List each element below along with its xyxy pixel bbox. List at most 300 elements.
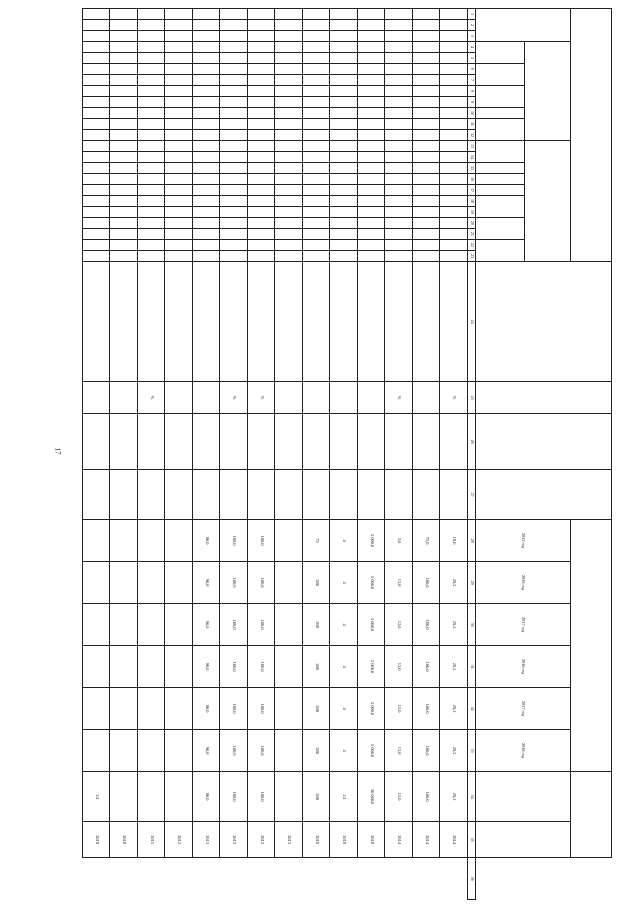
code-digit-cell	[330, 196, 358, 207]
year-value-cell	[275, 730, 303, 772]
target-year-cell: 2018	[330, 822, 358, 858]
fact-cell	[440, 470, 468, 520]
code-digit-cell	[248, 97, 276, 108]
code-digit-cell	[358, 20, 386, 31]
year-value-cell	[110, 646, 138, 688]
target-year-cell: 2014	[440, 822, 468, 858]
year-value-cell: 72	[303, 520, 331, 562]
unit-cell	[110, 382, 138, 414]
code-digit-cell	[110, 130, 138, 141]
code-digit-cell	[220, 20, 248, 31]
indicator-name-cell	[138, 262, 166, 382]
code-digit-cell	[303, 97, 331, 108]
fact-cell	[248, 470, 276, 520]
column-number: 20	[468, 218, 476, 229]
year-value-cell: 100,0	[248, 520, 276, 562]
code-digit-cell	[385, 218, 413, 229]
year-value-cell	[83, 604, 111, 646]
code-digit-cell	[83, 9, 111, 20]
code-digit-cell	[193, 163, 221, 174]
target-value-cell	[138, 772, 166, 822]
code-digit-cell	[220, 53, 248, 64]
code-digit-cell	[358, 229, 386, 240]
code-digit-cell	[385, 251, 413, 262]
code-digit-cell	[275, 207, 303, 218]
code-digit-cell	[110, 97, 138, 108]
code-digit-cell	[138, 75, 166, 86]
code-digit-cell	[440, 31, 468, 42]
year-value-cell: 29,2	[440, 562, 468, 604]
code-digit-cell	[358, 31, 386, 42]
code-digit-cell	[83, 64, 111, 75]
code-digit-cell	[83, 119, 111, 130]
code-digit-cell	[385, 97, 413, 108]
code-digit-cell	[138, 64, 166, 75]
code-digit-cell	[248, 207, 276, 218]
code-digit-cell	[220, 108, 248, 119]
unit-cell	[358, 382, 386, 414]
year-value-cell	[83, 688, 111, 730]
code-digit-cell	[413, 75, 441, 86]
additional-sub-header	[476, 196, 525, 218]
links-column-header	[476, 414, 612, 470]
code-digit-cell	[220, 240, 248, 251]
code-digit-cell	[440, 75, 468, 86]
code-digit-cell	[440, 174, 468, 185]
code-digit-cell	[193, 20, 221, 31]
code-digit-cell	[248, 196, 276, 207]
code-digit-cell	[193, 75, 221, 86]
year-value-cell	[138, 604, 166, 646]
code-digit-cell	[385, 42, 413, 53]
code-digit-cell	[110, 141, 138, 152]
links-cell	[248, 414, 276, 470]
column-number-row	[468, 9, 476, 900]
code-digit-cell	[220, 42, 248, 53]
code-digit-cell	[275, 152, 303, 163]
budget-sub-header	[476, 86, 525, 108]
code-digit-cell	[138, 207, 166, 218]
code-digit-cell	[413, 163, 441, 174]
code-digit-cell	[413, 119, 441, 130]
year-value-cell	[110, 730, 138, 772]
code-digit-cell	[110, 163, 138, 174]
code-digit-cell	[303, 141, 331, 152]
unit-cell: %	[440, 382, 468, 414]
target-year-cell: 2018	[358, 822, 386, 858]
code-digit-cell	[138, 196, 166, 207]
code-digit-cell	[220, 86, 248, 97]
fact-cell	[138, 470, 166, 520]
links-cell	[165, 414, 193, 470]
code-digit-cell	[138, 185, 166, 196]
target-value-cell: 200	[303, 772, 331, 822]
code-digit-cell	[303, 42, 331, 53]
year-value-cell	[275, 688, 303, 730]
column-number: 15	[468, 163, 476, 174]
code-digit-cell	[165, 53, 193, 64]
code-digit-cell	[248, 185, 276, 196]
code-digit-cell	[193, 130, 221, 141]
code-digit-cell	[275, 64, 303, 75]
code-digit-cell	[303, 53, 331, 64]
code-digit-cell	[220, 196, 248, 207]
target-year-cell: 2018	[110, 822, 138, 858]
code-digit-cell	[440, 185, 468, 196]
code-digit-cell	[110, 9, 138, 20]
code-digit-cell	[83, 75, 111, 86]
code-digit-cell	[275, 97, 303, 108]
code-digit-cell	[440, 86, 468, 97]
code-digit-cell	[275, 31, 303, 42]
column-number: 6	[468, 64, 476, 75]
code-digit-cell	[358, 196, 386, 207]
fact-cell	[385, 470, 413, 520]
code-digit-cell	[165, 75, 193, 86]
year-value-cell: 100,0	[220, 562, 248, 604]
code-digit-cell	[358, 9, 386, 20]
code-digit-cell	[358, 207, 386, 218]
code-digit-cell	[138, 229, 166, 240]
code-digit-cell	[330, 174, 358, 185]
links-cell	[220, 414, 248, 470]
code-digit-cell	[138, 163, 166, 174]
code-digit-cell	[110, 119, 138, 130]
fact-cell	[358, 470, 386, 520]
code-digit-cell	[440, 42, 468, 53]
code-digit-cell	[413, 130, 441, 141]
target-year-cell: 2018	[303, 822, 331, 858]
code-digit-cell	[248, 240, 276, 251]
code-digit-cell	[303, 9, 331, 20]
target-value-cell: 100,0	[413, 772, 441, 822]
additional-sub-header	[476, 174, 525, 185]
code-digit-cell	[303, 20, 331, 31]
code-digit-cell	[275, 163, 303, 174]
code-digit-cell	[358, 240, 386, 251]
code-digit-cell	[330, 152, 358, 163]
code-digit-cell	[138, 9, 166, 20]
year-value-cell: 4	[330, 688, 358, 730]
links-cell	[330, 414, 358, 470]
code-digit-cell	[165, 185, 193, 196]
target-year-cell: 2014	[413, 822, 441, 858]
unit-cell: %	[248, 382, 276, 414]
code-digit-cell	[413, 31, 441, 42]
code-digit-cell	[275, 108, 303, 119]
unit-cell	[275, 382, 303, 414]
year-value-cell	[165, 604, 193, 646]
budget-sub-header	[476, 108, 525, 119]
target-year-cell: 2013	[220, 822, 248, 858]
year-value-cell: 12,0	[385, 562, 413, 604]
unit-cell	[193, 382, 221, 414]
year-value-cell	[110, 520, 138, 562]
code-digit-cell	[193, 196, 221, 207]
code-digit-cell	[275, 229, 303, 240]
code-digit-cell	[138, 152, 166, 163]
year-value-cell: 4	[330, 646, 358, 688]
code-digit-cell	[413, 86, 441, 97]
code-digit-cell	[248, 64, 276, 75]
code-digit-cell	[83, 185, 111, 196]
code-digit-cell	[358, 141, 386, 152]
code-digit-cell	[110, 42, 138, 53]
code-digit-cell	[83, 141, 111, 152]
links-cell	[303, 414, 331, 470]
year-value-cell	[138, 688, 166, 730]
year-value-cell: 90,0	[193, 730, 221, 772]
code-digit-cell	[413, 42, 441, 53]
code-digit-cell	[358, 97, 386, 108]
year-value-cell: 100,0	[248, 646, 276, 688]
code-digit-cell	[413, 97, 441, 108]
column-number: 23	[468, 251, 476, 262]
code-digit-cell	[330, 53, 358, 64]
code-digit-cell	[413, 207, 441, 218]
code-digit-cell	[385, 119, 413, 130]
code-digit-cell	[330, 251, 358, 262]
code-digit-cell	[440, 64, 468, 75]
code-digit-cell	[303, 185, 331, 196]
code-digit-cell	[303, 75, 331, 86]
code-digit-cell	[413, 229, 441, 240]
code-digit-cell	[385, 163, 413, 174]
code-digit-cell	[275, 86, 303, 97]
code-digit-cell	[110, 31, 138, 42]
code-digit-cell	[303, 218, 331, 229]
column-number: 2	[468, 20, 476, 31]
code-digit-cell	[303, 31, 331, 42]
code-digit-cell	[165, 141, 193, 152]
year-value-cell	[165, 562, 193, 604]
code-digit-cell	[165, 9, 193, 20]
year-value-cell: 29,2	[440, 688, 468, 730]
code-digit-cell	[110, 185, 138, 196]
column-number: 35	[468, 822, 476, 858]
indicator-name-cell	[165, 262, 193, 382]
year-col-5: 2017 год	[476, 688, 571, 730]
year-value-cell	[165, 730, 193, 772]
indicator-name-cell	[303, 262, 331, 382]
year-value-cell: 90,0	[193, 604, 221, 646]
code-digit-cell	[303, 196, 331, 207]
indicator-name-cell	[110, 262, 138, 382]
code-digit-cell	[138, 108, 166, 119]
column-number: 27	[468, 470, 476, 520]
year-value-cell: 100,0	[248, 562, 276, 604]
fact-cell	[275, 470, 303, 520]
year-value-cell: 5 000,0	[358, 646, 386, 688]
code-digit-cell	[330, 97, 358, 108]
year-value-cell: 4	[330, 604, 358, 646]
year-value-cell	[275, 520, 303, 562]
code-digit-cell	[138, 86, 166, 97]
table-row	[413, 9, 441, 900]
code-digit-cell	[413, 141, 441, 152]
code-digit-cell	[220, 218, 248, 229]
target-group-header	[571, 772, 612, 858]
code-digit-cell	[413, 185, 441, 196]
code-digit-cell	[220, 119, 248, 130]
code-digit-cell	[440, 196, 468, 207]
code-digit-cell	[83, 152, 111, 163]
indicator-name-cell	[385, 262, 413, 382]
column-number: 4	[468, 42, 476, 53]
code-digit-cell	[165, 42, 193, 53]
code-digit-cell	[220, 152, 248, 163]
year-value-cell: 200	[303, 646, 331, 688]
code-digit-cell	[138, 42, 166, 53]
code-digit-cell	[138, 240, 166, 251]
code-digit-cell	[413, 152, 441, 163]
code-digit-cell	[440, 108, 468, 119]
code-digit-cell	[83, 20, 111, 31]
code-digit-cell	[110, 75, 138, 86]
budget-classification-header	[525, 42, 571, 141]
code-digit-cell	[413, 53, 441, 64]
code-digit-cell	[110, 229, 138, 240]
year-value-cell: 12,0	[385, 688, 413, 730]
column-number: 36	[468, 858, 476, 900]
code-digit-cell	[275, 119, 303, 130]
code-digit-cell	[303, 251, 331, 262]
code-digit-cell	[165, 31, 193, 42]
indicator-name-cell	[193, 262, 221, 382]
year-value-cell: 100,0	[413, 604, 441, 646]
code-digit-cell	[220, 9, 248, 20]
target-value-cell: 24	[83, 772, 111, 822]
code-digit-cell	[165, 174, 193, 185]
code-digit-cell	[220, 174, 248, 185]
code-digit-cell	[358, 163, 386, 174]
code-digit-cell	[330, 86, 358, 97]
target-value-cell	[110, 772, 138, 822]
code-digit-cell	[165, 196, 193, 207]
code-digit-cell	[248, 130, 276, 141]
code-digit-cell	[358, 152, 386, 163]
code-digit-cell	[330, 64, 358, 75]
year-value-cell: 200	[303, 562, 331, 604]
code-digit-cell	[248, 119, 276, 130]
column-number: 5	[468, 53, 476, 64]
target-year-cell: 2018	[83, 822, 111, 858]
code-digit-cell	[413, 174, 441, 185]
column-number: 26	[468, 414, 476, 470]
code-digit-cell	[413, 108, 441, 119]
year-value-cell	[138, 646, 166, 688]
code-group-header	[571, 9, 612, 262]
code-digit-cell	[303, 229, 331, 240]
year-value-cell: 200	[303, 688, 331, 730]
code-digit-cell	[110, 174, 138, 185]
code-digit-cell	[440, 163, 468, 174]
code-digit-cell	[110, 53, 138, 64]
code-digit-cell	[385, 108, 413, 119]
year-value-cell	[83, 520, 111, 562]
code-digit-cell	[413, 9, 441, 20]
page-number: 17	[53, 447, 62, 455]
code-digit-cell	[385, 174, 413, 185]
code-digit-cell	[385, 64, 413, 75]
additional-sub-header	[476, 218, 525, 240]
links-cell	[83, 414, 111, 470]
column-number: 32	[468, 688, 476, 730]
code-digit-cell	[275, 9, 303, 20]
column-number: 7	[468, 75, 476, 86]
code-digit-cell	[385, 196, 413, 207]
year-value-cell: 90,0	[193, 520, 221, 562]
additional-classification-header	[525, 141, 571, 262]
document-sheet	[82, 8, 612, 900]
year-value-cell: 90,0	[193, 646, 221, 688]
column-number: 10	[468, 108, 476, 119]
year-value-cell: 100,0	[413, 562, 441, 604]
indicator-name-cell	[330, 262, 358, 382]
column-number: 17	[468, 185, 476, 196]
year-value-cell: 100,0	[413, 730, 441, 772]
code-digit-cell	[440, 152, 468, 163]
year-value-cell: 29,2	[440, 730, 468, 772]
code-digit-cell	[110, 251, 138, 262]
code-digit-cell	[165, 130, 193, 141]
links-cell	[275, 414, 303, 470]
code-digit-cell	[165, 86, 193, 97]
code-digit-cell	[165, 119, 193, 130]
code-digit-cell	[330, 75, 358, 86]
additional-sub-header	[476, 240, 525, 262]
code-digit-cell	[303, 163, 331, 174]
name-column-header	[476, 262, 612, 382]
target-value-cell	[275, 772, 303, 822]
year-value-cell	[110, 562, 138, 604]
column-number: 34	[468, 772, 476, 822]
year-value-cell: 100,0	[220, 646, 248, 688]
code-digit-cell	[303, 64, 331, 75]
code-digit-cell	[275, 42, 303, 53]
code-digit-cell	[193, 53, 221, 64]
code-digit-cell	[165, 20, 193, 31]
code-digit-cell	[275, 196, 303, 207]
year-value-cell	[83, 646, 111, 688]
code-digit-cell	[83, 196, 111, 207]
table-row	[83, 9, 111, 900]
code-digit-cell	[83, 31, 111, 42]
links-cell	[440, 414, 468, 470]
code-digit-cell	[248, 229, 276, 240]
code-digit-cell	[303, 207, 331, 218]
code-digit-cell	[385, 229, 413, 240]
code-digit-cell	[138, 130, 166, 141]
code-digit-cell	[138, 218, 166, 229]
code-digit-cell	[358, 53, 386, 64]
code-digit-cell	[275, 20, 303, 31]
code-digit-cell	[385, 152, 413, 163]
year-value-cell: 100,0	[413, 646, 441, 688]
code-digit-cell	[330, 185, 358, 196]
table-row	[303, 9, 331, 900]
code-digit-cell	[330, 218, 358, 229]
year-value-cell	[83, 730, 111, 772]
code-digit-cell	[385, 240, 413, 251]
code-digit-cell	[303, 108, 331, 119]
column-number: 29	[468, 562, 476, 604]
column-number: 33	[468, 730, 476, 772]
code-digit-cell	[193, 141, 221, 152]
code-digit-cell	[220, 141, 248, 152]
table-row	[330, 9, 358, 900]
code-digit-cell	[440, 53, 468, 64]
